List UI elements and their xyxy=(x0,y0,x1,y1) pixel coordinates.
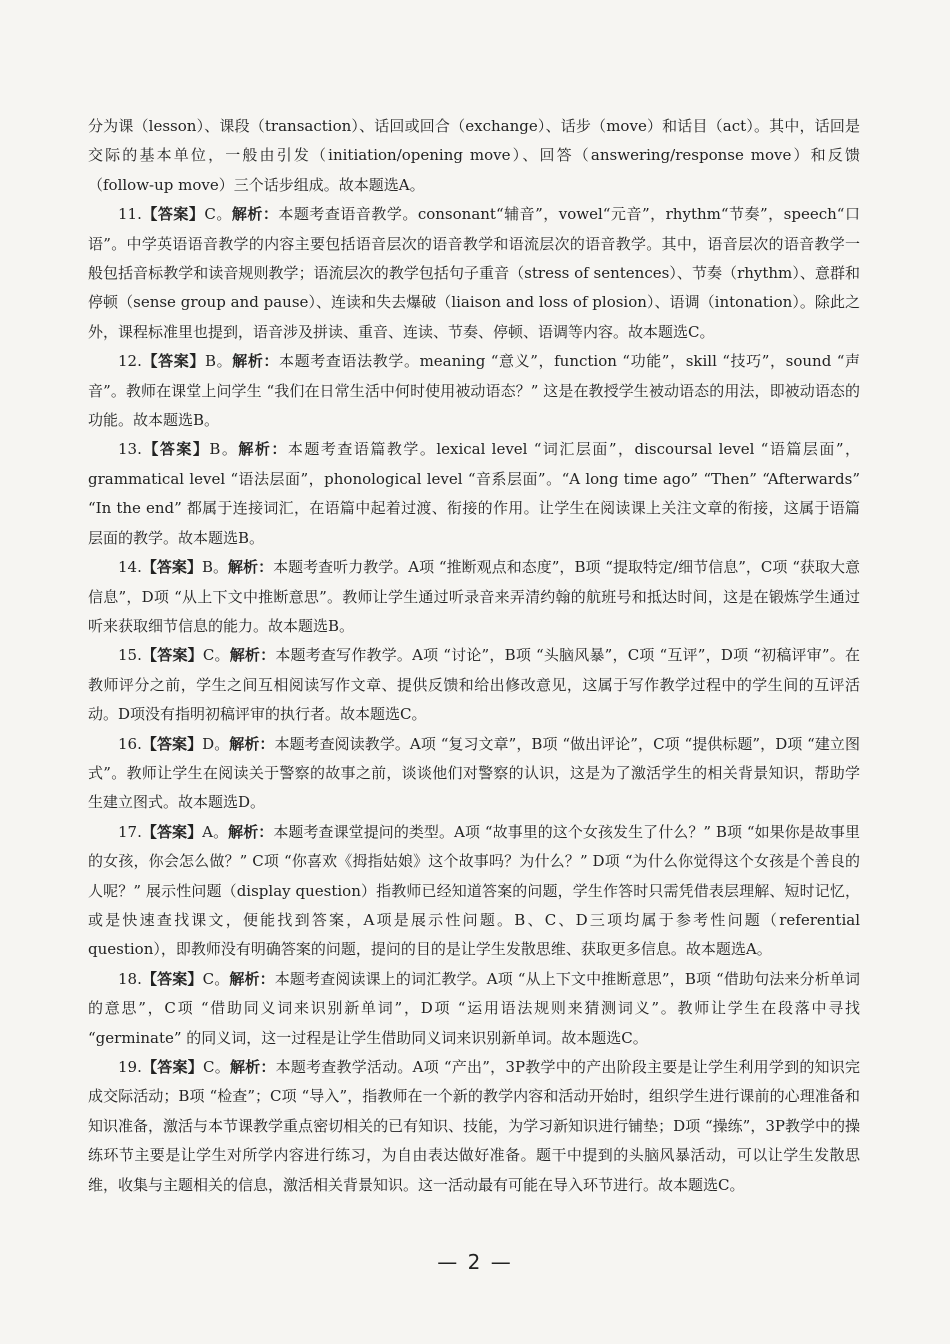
analysis-label: 解析： xyxy=(228,822,274,841)
analysis-text: 本题考查阅读教学。A项 “复习文章”，B项 “做出评论”，C项 “提供标题”，D项 “建立图式”。教师让学生在阅读关于警察的故事之前，谈谈他们对警察的认识，这是为了激活学生的相关背景知识，帮助学生建立图式。故本题选D。 xyxy=(88,734,860,812)
analysis-text: 本题考查教学活动。A项 “产出”，3P教学中的产出阶段主要是让学生利用学到的知识完成交际活动；B项 “检查”；C项 “导入”，指教师在一个新的教学内容和活动开始时，组织学生进行课前的心理准备和知识准备，激活与本节课教学重点密切相关的已有知识、技能，为学习新知识进行铺垫；D项 “操练”，3P教学中的操练环节主要是让学生对所学内容进行练习，为自由表达做好准备。题干中提到的头脑风暴活动，可以让学生发散思维，收集与主题相关的信息，激活相关背景知识。这一活动最有可能在导入环节进行。故本题选C。 xyxy=(88,1058,860,1194)
answer-list xyxy=(88,200,860,1200)
answer-item xyxy=(88,553,860,641)
item-number: 15. xyxy=(118,646,142,665)
analysis-text: 本题考查听力教学。A项 “推断观点和态度”，B项 “提取特定/细节信息”，C项 “获取大意信息”，D项 “从上下文中推断意思”。教师让学生通过听录音来弄清约翰的航班号和抵达时间，这是在锻炼学生通过听来获取细节信息的能力。故本题选B。 xyxy=(88,558,860,635)
answer-label: 【答案】 xyxy=(141,646,203,665)
item-number: 19. xyxy=(118,1058,142,1076)
analysis-text: 本题考查语音教学。consonant“辅音”，vowel“元音”，rhythm“节奏”，speech“口语”。中学英语语音教学的内容主要包括语音层次的语音教学和语流层次的语音教学。其中，语音层次的语音教学一般包括音标教学和读音规则教学；语流层次的教学包括句子重音（stress of sentences）、节奏（rhythm）、意群和停顿（sense group and pause）、连读和失去爆破（liaison and loss of plosion）、语调（intonation）。除此之外，课程标准里也提到，语音涉及拼读、重音、连读、节奏、停顿、语调等内容。故本题选C。 xyxy=(88,205,860,341)
answer-item xyxy=(88,435,860,553)
answer-letter: C。 xyxy=(202,646,230,665)
answer-letter: B。 xyxy=(201,558,229,577)
analysis-label: 解析： xyxy=(229,734,275,753)
answer-label: 【答案】 xyxy=(141,822,203,841)
answer-item xyxy=(88,965,860,1053)
answer-letter: B。 xyxy=(209,440,239,459)
item-number: 13. xyxy=(118,440,142,459)
analysis-text: 本题考查课堂提问的类型。A项 “故事里的这个女孩发生了什么？” B项 “如果你是故事里的女孩，你会怎么做？” C项 “你喜欢《拇指姑娘》这个故事吗？为什么？” D项 “为什么你觉得这个女孩是个善良的人呢？” 展示性问题（display question）指教师已经知道答案的问题，学生作答时只需凭借表层理解、短时记忆，或是快速查找课文，便能找到答案，A项是展示性问题。B、C、D三项均属于参考性问题（referential question），即教师没有明确答案的问题，提问的目的是让学生发散思维、获取更多信息。故本题选A。 xyxy=(88,822,860,959)
analysis-label: 解析： xyxy=(229,646,276,665)
answer-label: 【答案】 xyxy=(141,1058,203,1076)
answer-label: 【答案】 xyxy=(141,558,202,577)
answer-label: 【答案】 xyxy=(141,440,210,459)
answer-letter: C。 xyxy=(202,969,230,988)
item-number: 12. xyxy=(118,352,142,371)
intro-paragraph: 分为课（lesson）、课段（transaction）、话回或回合（exchange）、话步（move）和话目（act）。其中，话回是交际的基本单位，一般由引发（initiation/opening move）、回答（answering/response move）和反馈（follow-up move）三个话步组成。故本题选A。 xyxy=(88,117,860,194)
answer-letter: B。 xyxy=(204,352,233,371)
analysis-text: 本题考查写作教学。A项 “讨论”，B项 “头脑风暴”，C项 “互评”，D项 “初稿评审”。在教师评分之前，学生之间互相阅读写作文章、提供反馈和给出修改意见，这属于写作教学过程中的学生间的互评活动。D项没有指明初稿评审的执行者。故本题选C。 xyxy=(88,646,860,724)
analysis-label: 解析： xyxy=(229,969,275,988)
analysis-label: 解析： xyxy=(228,558,274,577)
analysis-label: 解析： xyxy=(231,205,279,224)
answer-label: 【答案】 xyxy=(141,205,205,224)
item-number: 11. xyxy=(118,205,142,224)
item-number: 14. xyxy=(118,558,142,577)
answer-item xyxy=(88,347,860,435)
analysis-text: 本题考查阅读课上的词汇教学。A项 “从上下文中推断意思”，B项 “借助句法来分析单词的意思”，C项 “借助同义词来识别新单词”，D项 “运用语法规则来猜测词义”。教师让学生在段落中寻找 “germinate” 的同义词，这一过程是让学生借助同义词来识别新单词。故本题选C。 xyxy=(88,969,860,1047)
answer-label: 【答案】 xyxy=(141,734,203,753)
answer-item xyxy=(88,1053,860,1200)
answer-letter: C。 xyxy=(203,1058,230,1076)
answer-item xyxy=(88,818,860,965)
answer-label: 【答案】 xyxy=(141,969,203,988)
analysis-text: 本题考查语法教学。meaning “意义”，function “功能”，skill “技巧”，sound “声音”。教师在课堂上问学生 “我们在日常生活中何时使用被动语态？” 这是在教授学生被动语态的用法，即被动语态的功能。故本题选B。 xyxy=(88,352,860,430)
analysis-label: 解析： xyxy=(232,352,280,371)
answer-label: 【答案】 xyxy=(141,352,205,371)
page-body xyxy=(88,112,860,1200)
answer-item xyxy=(88,641,860,729)
answer-letter: A。 xyxy=(202,822,229,841)
analysis-label: 解析： xyxy=(229,1058,276,1076)
answer-letter: D。 xyxy=(202,734,230,753)
analysis-label: 解析： xyxy=(238,440,288,459)
item-number: 18. xyxy=(118,969,142,988)
answer-letter: C。 xyxy=(204,205,232,224)
answer-item xyxy=(88,730,860,818)
item-number: 17. xyxy=(118,822,142,841)
answer-item xyxy=(88,200,860,347)
analysis-text: 本题考查语篇教学。lexical level “词汇层面”，discoursal level “语篇层面”，grammatical level “语法层面”，phonological level “音系层面”。“A long time ago” “Then” “Afterwards” “In the end” 都属于连接词汇，在语篇中起着过渡、衔接的作用。让学生在阅读课上关注文章的衔接，这属于语篇层面的教学。故本题选B。 xyxy=(88,440,860,547)
item-number: 16. xyxy=(118,734,142,753)
page-number: — 2 — xyxy=(437,1250,513,1274)
